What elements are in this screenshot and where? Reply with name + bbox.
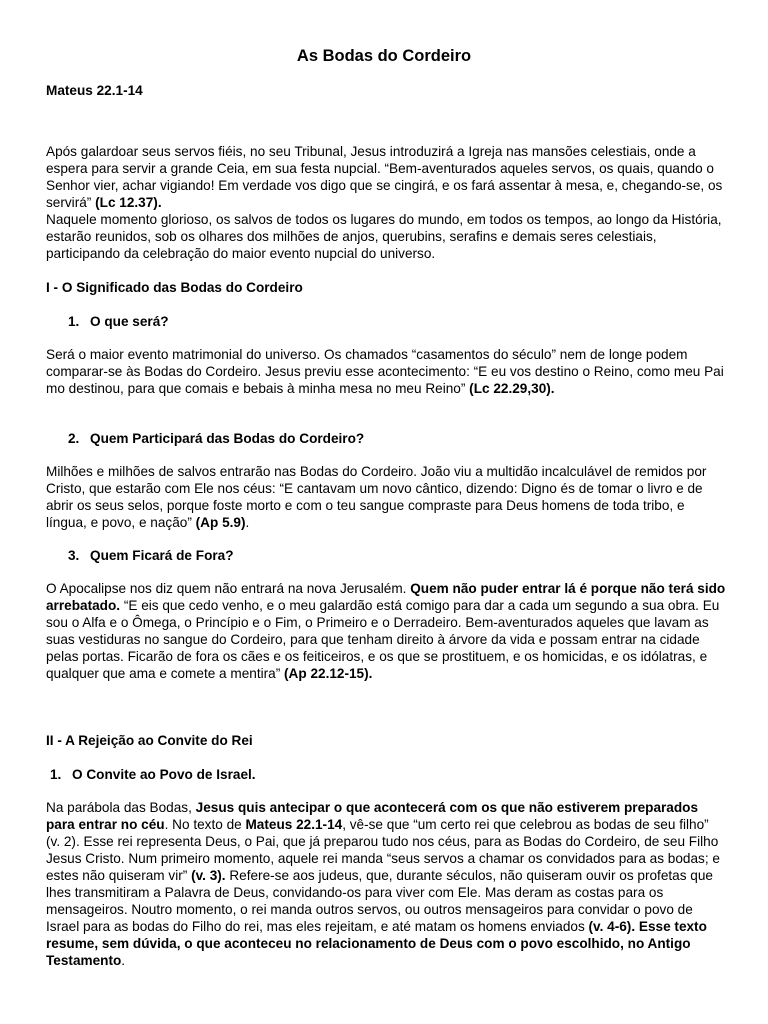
- item-3-title: Quem Ficará de Fora?: [90, 548, 234, 563]
- s2-text-5: .: [121, 953, 126, 968]
- s2-bold-2: Mateus 22.1-14: [245, 817, 343, 832]
- section-2-item-1-title: O Convite ao Povo de Israel.: [72, 767, 256, 782]
- s2-text-3: , vê-se que “um certo rei que celebrou as bodas de seu filho” (v. 2). Esse rei representa Deus, o Pai, que já preparou tudo nos céus, para as Bodas do Cordeiro, de seu Filho Jesus Cristo. Num primeiro momento, aquele rei manda “seus servos a chamar os convidados para as bodas; e estes não quiseram vir”: [46, 817, 720, 883]
- section-2-heading: II - A Rejeição ao Convite do Rei: [46, 733, 253, 748]
- item-2-paragraph: [46, 463, 726, 531]
- item-1-text: Será o maior evento matrimonial do universo. Os chamados “casamentos do século” nem de longe podem comparar-se às Bodas do Cordeiro. Jesus previu esse acontecimento: “E eu vos destino o Reino, como meu Pai mo destinou, para que comais e bebais à minha mesa no meu Reino”: [46, 347, 724, 396]
- item-3-text-a: O Apocalipse nos diz quem não entrará na nova Jerusalém.: [46, 581, 407, 596]
- s2-bold-1: Jesus quis antecipar o que acontecerá com os que não estiverem preparados para entrar no céu: [46, 800, 699, 832]
- s2-bold-3: (v. 3).: [191, 868, 226, 883]
- item-3-number: 3.: [68, 548, 80, 563]
- s2-text-1: Na parábola das Bodas,: [46, 800, 192, 815]
- item-1-number: 1.: [68, 314, 80, 329]
- section-1-heading: I - O Significado das Bodas do Cordeiro: [46, 280, 303, 295]
- s2-text-4: Refere-se aos judeus, que, durante séculos, não quiseram ouvir os profetas que lhes transmitiram a Palavra de Deus, convidando-os para viver com Ele. Mas deram as costas para os mensageiros. Noutro momento, o rei manda outros servos, ou outros mensageiros para convidar o povo de Israel para as bodas do Filho do rei, mas eles rejeitam, e até matam os homens enviados: [46, 868, 713, 934]
- intro-paragraph-1: [46, 143, 726, 211]
- item-2-reference: (Ap 5.9): [195, 515, 246, 530]
- document-title: As Bodas do Cordeiro: [296, 47, 472, 65]
- item-3-text-b: “E eis que cedo venho, e o meu galardão está comigo para dar a cada um segundo a sua obra. Eu sou o Alfa e o Ômega, o Princípio e o Fim, o Primeiro e o Derradeiro. Bem-aventurados aqueles que lavam as suas vestiduras no sangue do Cordeiro, para que tenham direito à árvore da vida e possam entrar na cidade pelas portas. Ficarão de fora os cães e os feiticeiros, e os que se prostituem, e os homicidas, e os idólatras, e qualquer que ama e comete a mentira”: [46, 598, 720, 681]
- item-3-bold-a: Quem não puder entrar lá é porque não terá sido arrebatado.: [46, 581, 726, 613]
- item-1-title: O que será?: [90, 314, 169, 329]
- item-3-paragraph: [46, 580, 726, 682]
- intro-reference: (Lc 12.37).: [95, 195, 162, 210]
- item-1-reference: (Lc 22.29,30).: [469, 381, 555, 396]
- scripture-reference: Mateus 22.1-14: [46, 83, 143, 98]
- intro-paragraph-2: Naquele momento glorioso, os salvos de todos os lugares do mundo, em todos os tempos, ao longo da História, estarão reunidos, sob os olhares dos milhões de anjos, querubins, serafins e demais seres celestiais, participando da celebração do maior evento nupcial do universo.: [46, 212, 722, 261]
- item-2-number: 2.: [68, 431, 80, 446]
- item-2-heading: [68, 430, 748, 447]
- item-3-reference: (Ap 22.12-15).: [284, 666, 373, 681]
- item-3-heading: [68, 547, 748, 564]
- item-2-end: .: [245, 515, 250, 530]
- s2-bold-4: (v. 4-6). Esse texto resume, sem dúvida, o que aconteceu no relacionamento de Deus com o povo escolhido, no Antigo Testamento: [46, 919, 707, 968]
- item-1-heading: [68, 313, 748, 330]
- section-2-item-1-paragraph: [46, 799, 726, 969]
- item-2-title: Quem Participará das Bodas do Cordeiro?: [90, 431, 365, 446]
- section-2-item-1-number: 1.: [50, 767, 62, 782]
- s2-text-2: . No texto de: [164, 817, 242, 832]
- intro-text: Após galardoar seus servos fiéis, no seu Tribunal, Jesus introduzirá a Igreja nas mansões celestiais, onde a espera para servir a grande Ceia, em sua festa nupcial. “Bem-aventurados aqueles servos, os quais, quando o Senhor vier, achar vigiando! Em verdade vos digo que se cingirá, e os fará assentar à mesa, e, chegando-se, os servirá”: [46, 144, 723, 210]
- section-2-item-1-heading: [50, 766, 730, 783]
- item-2-text: Milhões e milhões de salvos entrarão nas Bodas do Cordeiro. João viu a multidão incalculável de remidos por Cristo, que estarão com Ele nos céus: “E cantavam um novo cântico, dizendo: Digno és de tomar o livro e de abrir os seus selos, porque foste morto e com o teu sangue compraste para Deus homens de toda tribo, e língua, e povo, e nação”: [46, 464, 707, 530]
- item-1-paragraph: [46, 346, 726, 397]
